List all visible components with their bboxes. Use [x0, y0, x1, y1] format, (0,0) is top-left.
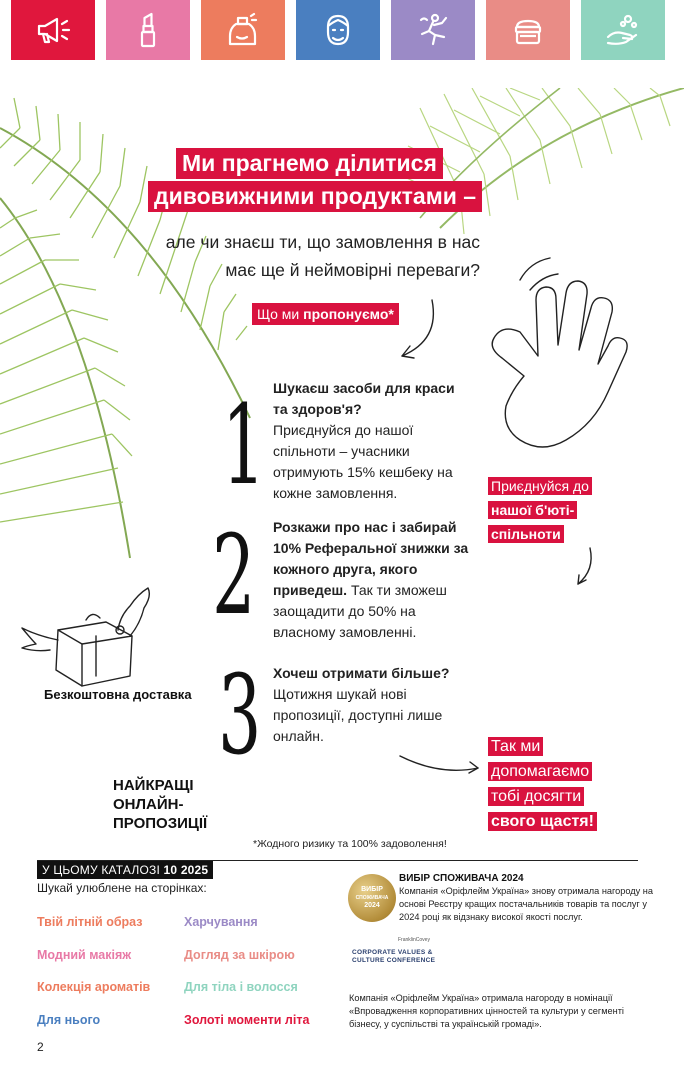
catalog-link-golden-summer[interactable]: Золоті моменти літа [184, 1013, 310, 1027]
hero-subtitle [140, 228, 480, 284]
category-tiles [11, 0, 673, 60]
offer-tag-prefix: Що ми [257, 306, 304, 322]
step-1-text: Приєднуйся до нашої спільноти – учасники отримують 15% кешбеку на кожне замовлення. [273, 422, 453, 501]
tile-body-hair[interactable] [581, 0, 665, 60]
step-3 [273, 663, 463, 747]
hair-care-icon [603, 10, 643, 50]
best-offers-line3: ПРОПОЗИЦІЇ [113, 815, 208, 832]
megaphone-icon [33, 10, 73, 50]
hero-title [148, 148, 488, 214]
cvc-top-label: FranklinCovey [398, 937, 430, 943]
badge-line2: СПОЖИВАЧА [355, 895, 389, 901]
award-title: ВИБІР СПОЖИВАЧА 2024 [399, 873, 524, 884]
best-offers-line2: ОНЛАЙН- [113, 796, 184, 813]
cream-jar-icon [508, 10, 548, 50]
step-2-text: Так ти зможеш заощадити до 50% на власному замовленні. [273, 582, 447, 640]
offer-tag [252, 303, 399, 325]
man-face-icon [318, 10, 358, 50]
cvc-conference-logo [352, 937, 442, 981]
cvc-title [352, 949, 435, 965]
hero-title-line1: Ми прагнемо ділитися [176, 148, 443, 179]
catalog-label-text: У ЦЬОМУ КАТАЛОЗІ [42, 863, 160, 877]
tile-fragrance[interactable] [201, 0, 285, 60]
help-line2: допомагаємо [488, 762, 592, 781]
catalog-link-fragrance[interactable]: Колекція ароматів [37, 980, 151, 994]
hero-subtitle-line2: має ще й неймовірні переваги? [225, 260, 480, 280]
free-delivery-label: Безкоштовна доставка [44, 687, 192, 702]
tile-announcements[interactable] [11, 0, 95, 60]
hero-subtitle-line1: але чи знаєш ти, що замовлення в нас [165, 232, 480, 252]
catalog-link-for-him[interactable]: Для нього [37, 1013, 101, 1027]
cvc-line2: CULTURE CONFERENCE [352, 957, 436, 964]
join-line2: нашої б'юті- [491, 502, 575, 518]
catalog-link-makeup[interactable]: Модний макіяж [37, 948, 132, 962]
catalog-link-nutrition[interactable]: Харчування [184, 915, 258, 929]
badge-line1: ВИБІР [361, 886, 383, 893]
cvc-line1: CORPORATE VALUES & [352, 949, 433, 956]
step-2 [273, 517, 473, 643]
step-2-heading: Розкажи про нас і забирай 10% Реферальної знижки за кожного друга, якого приведеш. [273, 519, 469, 598]
join-line3: спільноти [491, 526, 561, 542]
catalog-link-summer-look[interactable]: Твій літній образ [37, 915, 143, 929]
tile-makeup[interactable] [106, 0, 190, 60]
catalog-link-body-hair[interactable]: Для тіла і волосся [184, 980, 298, 994]
step-2-number: 2 [212, 511, 256, 639]
help-line3: тобі досягти [488, 787, 584, 806]
page-number: 2 [37, 1040, 44, 1054]
catalog-subtitle: Шукай улюблене на сторінках: [37, 881, 207, 895]
arrow-to-help [400, 756, 478, 770]
lipstick-icon [128, 10, 168, 50]
risk-footnote: *Жодного ризику та 100% задоволення! [253, 838, 447, 850]
join-line1: Приєднуйся до [488, 477, 592, 495]
help-line4: свого щастя! [491, 813, 594, 830]
step-1-heading: Шукаєш засоби для краси та здоров'я? [273, 380, 455, 417]
tile-skincare[interactable] [486, 0, 570, 60]
step-1-number: 1 [222, 381, 266, 509]
step-3-number: 3 [218, 651, 262, 779]
catalog-link-skincare[interactable]: Догляд за шкірою [184, 948, 295, 962]
tile-wellness[interactable] [391, 0, 475, 60]
best-offers-line1: НАЙКРАЩІ [113, 777, 194, 794]
best-offers-heading [113, 776, 207, 833]
arrow-to-join [578, 548, 591, 584]
award-text: Компанія «Оріфлейм Україна» знову отримала нагороду на основі Реєстру кращих постачальників товарів та послуг у 2024 році як відзнаку високої якості послуг. [399, 886, 653, 922]
consumer-choice-badge [348, 874, 396, 922]
offer-tag-bold: пропонуємо* [303, 306, 394, 322]
step-3-text: Щотижня шукай нові пропозиції, доступні лише онлайн. [273, 686, 443, 744]
catalog-issue: 10 2025 [163, 863, 209, 877]
hero-title-line2: дивовижними продуктами – [148, 181, 482, 212]
tile-men[interactable] [296, 0, 380, 60]
award-text-2: Компанія «Оріфлейм Україна» отримала нагороду в номінації «Впровадження корпоративних цінностей та культури у сегменті бізнесу, у суспільстві та українській громаді». [349, 993, 624, 1029]
help-happiness-tag [488, 734, 608, 834]
perfume-icon [223, 10, 263, 50]
wellness-icon [413, 10, 453, 50]
badge-year: 2024 [364, 902, 380, 909]
waving-hand-icon [492, 258, 627, 447]
join-community-tag [488, 474, 608, 546]
step-1 [273, 378, 469, 504]
step-3-heading: Хочеш отримати більше? [273, 665, 450, 681]
catalog-label [37, 861, 213, 879]
winged-box-icon [22, 588, 149, 686]
help-line1: Так ми [488, 737, 543, 756]
arrow-to-steps [402, 300, 433, 356]
